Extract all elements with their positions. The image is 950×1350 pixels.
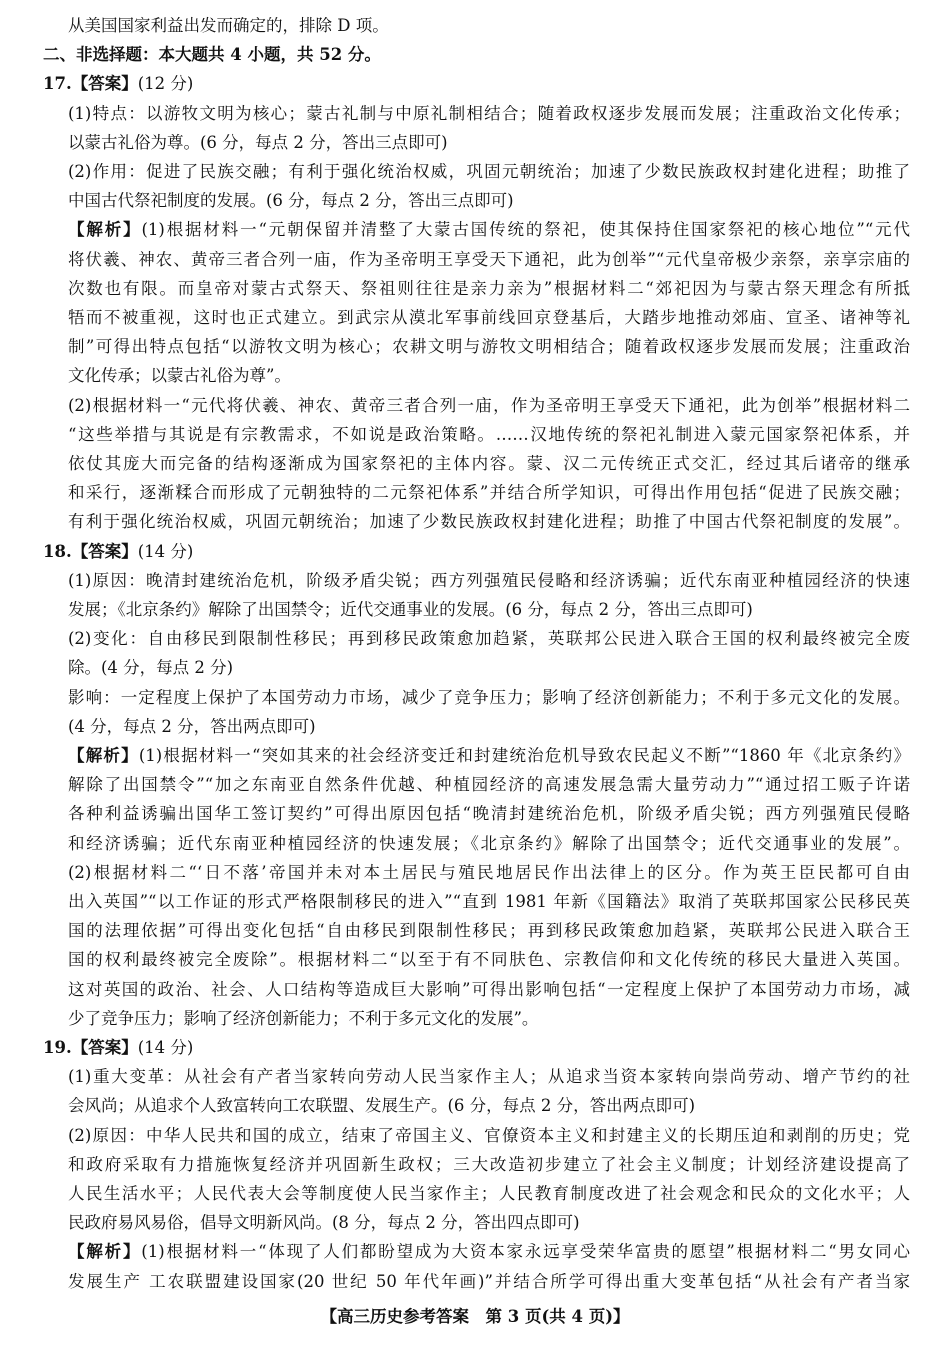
text-line: 发展；《北京条约》解除了出国禁令；近代交通事业的发展。(6 分，每点 2 分，答出三点即可) — [68, 600, 753, 619]
text-line: 影响：一定程度上保护了本国劳动力市场，减少了竞争压力；影响了经济创新能力；不利于多元文化的发展。 — [68, 687, 910, 707]
text-line: 和采行，逐渐糅合而形成了元朝独特的二元祭祀体系”并结合所学知识，可得出作用包括“促进了民族交融； — [68, 483, 910, 503]
text-line: 牾而不被重视，这时也正式建立。到武宗从漠北军事前线回京登基后，大踏步地推动郊庙、宣圣、诸神等礼 — [68, 308, 910, 327]
text-line: (1)特点：以游牧文明为核心；蒙古礼制与中原礼制相结合；随着政权逐步发展而发展；注重政治文化传承； — [68, 103, 910, 123]
text-line: (2)原因：中华人民共和国的成立，结束了帝国主义、官僚资本主义和封建主义的长期压迫和剥削的历史；党 — [68, 1125, 910, 1145]
section-marker: 17.【答案】 — [43, 74, 138, 94]
text-line: 【解析】(1)根据材料一“元朝保留并清整了大蒙古国传统的祭祀，使其保持住国家祭祀的核心地位”“元代 — [68, 220, 910, 240]
text-line: 民政府易风易俗，倡导文明新风尚。(8 分，每点 2 分，答出四点即可) — [68, 1213, 580, 1233]
text-line: 和经济诱骗；近代东南亚种植园经济的快速发展；《北京条约》解除了出国禁令；近代交通事业的发展”。 — [68, 833, 910, 853]
text-line: 解除了出国禁令”“加之东南亚自然条件优越、种植园经济的高速发展急需大量劳动力”“通过招工贩子许诺 — [68, 775, 910, 795]
text-line: 19.【答案】(14 分) — [43, 1038, 194, 1057]
text-line: 文化传承；以蒙古礼俗为尊”。 — [68, 366, 291, 386]
text-line: 出入英国”“以工作证的形式严格限制移民的进入”“直到 1981 年新《国籍法》取消了英联邦国家公民移民英 — [68, 892, 910, 911]
text-line: 人民生活水平；人民代表大会等制度使人民当家作主；人民教育制度改进了社会观念和民众的文化水平；人 — [68, 1184, 910, 1203]
section-marker: 19.【答案】 — [43, 1038, 138, 1057]
text-line: 这对英国的政治、社会、人口结构等造成巨大影响”可得出影响包括“一定程度上保护了本国劳动力市场，减 — [68, 979, 910, 999]
text-line: “这些举措与其说是有宗教需求，不如说是政治策略。……汉地传统的祭祀礼制进入蒙元国家祭祀体系，并 — [68, 424, 910, 444]
text-line: 少了竞争压力；影响了经济创新能力；不利于多元文化的发展”。 — [68, 1008, 539, 1028]
page-footer: 【高三历史参考答案 第 3 页(共 4 页)】 — [320, 1307, 630, 1326]
text-line: 依仗其庞大而完备的结构逐渐成为国家祭祀的主体内容。蒙、汉二元传统正式交汇，经过其后诸帝的继承 — [68, 454, 910, 473]
text-line: 有利于强化统治权威，巩固元朝统治；加速了少数民族政权封建化进程；助推了中国古代祭祀制度的发展”。 — [68, 512, 910, 532]
text-line: 【解析】(1)根据材料一“突如其来的社会经济变迁和封建统治危机导致农民起义不断”“1860 年《北京条约》 — [68, 746, 910, 765]
text-line: (1)原因：晚清封建统治危机，阶级矛盾尖锐；西方列强殖民侵略和经济诱骗；近代东南亚种植园经济的快速 — [68, 570, 910, 590]
text-line: 二、非选择题：本大题共 4 小题，共 52 分。 — [43, 45, 381, 65]
text-line: (2)根据材料一“元代将伏羲、神农、黄帝三者合列一庙，作为圣帝明王享受天下通祀，此为创举”根据材料二 — [68, 395, 910, 415]
text-line: 会风尚；从追求个人致富转向工农联盟、发展生产。(6 分，每点 2 分，答出两点即可) — [68, 1096, 696, 1116]
text-line: 国的权利最终被完全废除”。根据材料二“以至于有不同肤色、宗教信仰和文化传统的移民大量进入英国。 — [68, 950, 910, 970]
section-marker: 【解析】 — [68, 220, 142, 240]
section-marker: 【解析】 — [68, 746, 139, 765]
section-marker: 18.【答案】 — [43, 541, 138, 561]
text-line: 国的法理依据”可得出变化包括“自由移民到限制性移民；再到移民政策愈加趋紧，英联邦公民进入联合王 — [68, 921, 910, 941]
text-line: 17.【答案】(12 分) — [43, 74, 194, 94]
text-line: 中国古代祭祀制度的发展。(6 分，每点 2 分，答出三点即可) — [68, 191, 514, 211]
text-line: 发展生产 工农联盟建设国家(20 世纪 50 年代年画)”并结合所学可得出重大变革包括“从社会有产者当家 — [68, 1271, 910, 1291]
text-line: 各种利益诱骗出国华工签订契约”可得出原因包括“晚清封建统治危机，阶级矛盾尖锐；西方列强殖民侵略 — [68, 804, 910, 824]
text-line: (2)变化：自由移民到限制性移民；再到移民政策愈加趋紧，英联邦公民进入联合王国的权利最终被完全废 — [68, 629, 910, 649]
section-marker: 【解析】 — [68, 1242, 142, 1262]
text-line: 以蒙古礼俗为尊。(6 分，每点 2 分，答出三点即可) — [68, 132, 448, 152]
text-line: 【解析】(1)根据材料一“体现了人们都盼望成为大资本家永远享受荣华富贵的愿望”根据材料二“男女同心 — [68, 1242, 910, 1262]
text-line: (4 分，每点 2 分，答出两点即可) — [68, 716, 316, 736]
text-line: 从美国国家利益出发而确定的，排除 D 项。 — [68, 16, 389, 35]
text-line: (1)重大变革：从社会有产者当家转向劳动人民当家作主人；从追求当资本家转向崇尚劳动、增产节约的社 — [68, 1067, 910, 1087]
text-line: 将伏羲、神农、黄帝三者合列一庙，作为圣帝明王享受天下通祀，此为创举”“元代皇帝极少亲祭，亲享宗庙的 — [68, 249, 910, 269]
text-line: 次数也有限。而皇帝对蒙古式祭天、祭祖则往往是亲力亲为”根据材料二“郊祀因为与蒙古祭天理念有所抵 — [68, 278, 910, 298]
text-line: 和政府采取有力措施恢复经济并巩固新生政权；三大改造初步建立了社会主义制度；计划经济建设提高了 — [68, 1154, 910, 1174]
text-line: 除。(4 分，每点 2 分) — [68, 658, 234, 678]
text-line: (2)作用：促进了民族交融；有利于强化统治权威，巩固元朝统治；加速了少数民族政权封建化进程；助推了 — [68, 162, 910, 181]
text-line: 18.【答案】(14 分) — [43, 541, 194, 561]
text-line: 制”可得出特点包括“以游牧文明为核心；农耕文明与游牧文明相结合；随着政权逐步发展而发展；注重政治 — [68, 337, 910, 357]
text-line: (2)根据材料二“‘日不落’帝国并未对本土居民与殖民地居民作出法律上的区分。作为英王臣民都可自由 — [68, 862, 910, 882]
